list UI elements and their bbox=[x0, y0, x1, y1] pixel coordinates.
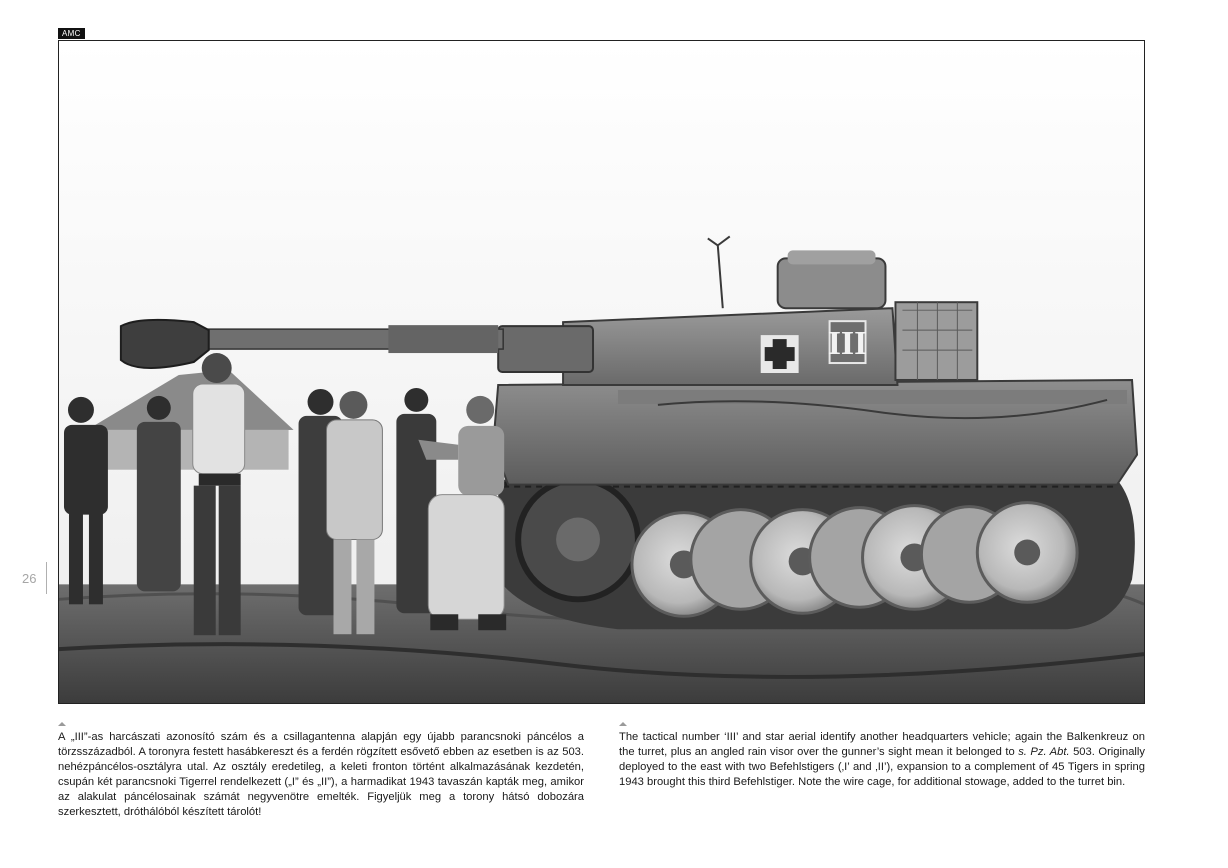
caption-hungarian bbox=[58, 722, 584, 820]
caption-english-unit-name: s. Pz. Abt. bbox=[1018, 746, 1070, 758]
caption-caret-icon bbox=[58, 722, 66, 726]
publisher-tag: AMC bbox=[58, 28, 85, 39]
page-number: 26 bbox=[22, 571, 37, 586]
page-number-rule bbox=[46, 562, 47, 594]
caption-english bbox=[619, 722, 1145, 790]
caption-hungarian-text: A „III”-as harcászati azonosító szám és a csillagantenna alapján egy újabb parancsnoki páncélos a törzsszázadból. A toronyra festett hasábkereszt és a ferdén rögzített esővető ebben az esetben is az 503. nehézpáncélos-osztályra utal. Az osztály eredetileg, a keleti fronton történt alkalmazásának kezdetén, csupán két parancsnoki Tigerrel rendelkezett („I” és „II”), a harmadikat 1943 tavaszán kapták meg, amikor az alakulat páncélosainak számát negyvenötre emelték. Figyeljük meg a torony hátsó dobozára szerkesztett, dróthálóból készített tárolót! bbox=[58, 731, 584, 818]
photo-illustration bbox=[59, 41, 1144, 703]
tiger-tank-photo bbox=[58, 40, 1145, 704]
caption-english-part-2: 503. Originally deployed to the east with two Befehlstigers (‚I’ and ‚II’), expansion to a complement of 45 Tigers in spring 1943 brought this third Befehlstiger. Note the wire cage, for additional stowage, added to the turret bin. bbox=[619, 746, 1145, 788]
tactical-number: III bbox=[827, 325, 868, 363]
caption-english-part-1: The tactical number ‘III’ and star aerial identify another headquarters vehicle; again the Balkenkreuz on the turret, plus an angled rain visor over the gunner’s sight mean it belonged to bbox=[619, 731, 1145, 758]
muzzle-cover bbox=[121, 320, 209, 368]
caption-english-text bbox=[619, 730, 1145, 790]
caption-caret-icon bbox=[619, 722, 627, 726]
balkenkreuz-marking bbox=[761, 335, 799, 373]
